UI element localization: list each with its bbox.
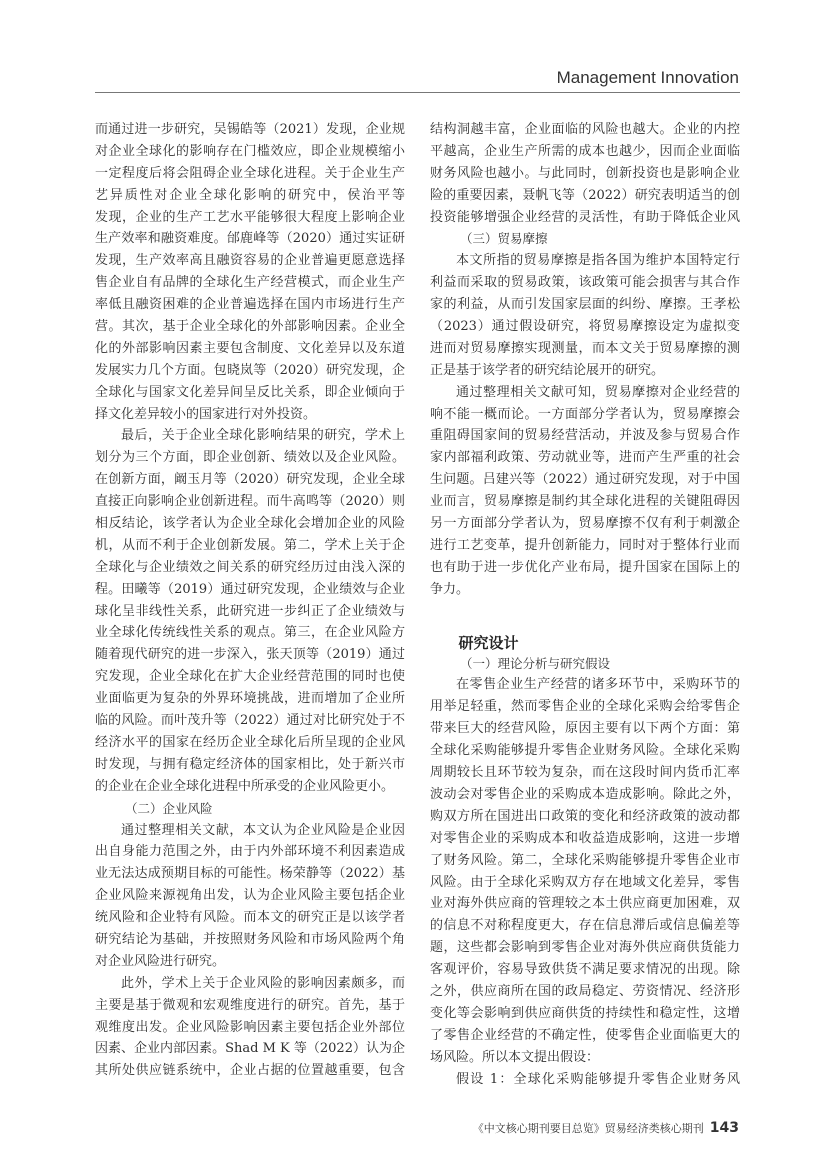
text-line: 研究结论为基础，并按照财务风险和市场风险两个角 [95, 931, 405, 947]
text-line: 进行工艺变革，提升创新能力，同时对于整体行业而 [430, 537, 740, 553]
paragraph [430, 250, 740, 381]
journal-note: 《中文核心期刊要目总览》贸易经济类核心期刊 [472, 1122, 704, 1135]
subsection-heading: （二）企业风险 [125, 800, 213, 816]
text-line: 本文所指的贸易摩擦是指各国为维护本国特定行 [456, 253, 740, 269]
text-line: 周期较长且环节较为复杂，而在这段时间内货币汇率 [430, 765, 740, 781]
text-line: 平越高，企业生产所需的成本也越少，因而企业面临 [430, 143, 740, 159]
text-line: 家内部福利政策、劳动就业等，进而产生严重的社会 [430, 450, 740, 466]
page-number: 143 [709, 1120, 739, 1136]
text-line: 择文化差异较小的国家进行对外投资。 [95, 406, 317, 422]
text-line: 因素、企业内部因素。Shad M K 等（2022）认为企 [95, 1041, 405, 1057]
text-line: 争力。 [430, 581, 470, 597]
text-line: 时发现，与拥有稳定经济体的国家相比，处于新兴市 [95, 756, 405, 772]
text-line: 场风险。所以本文提出假设： [430, 1049, 600, 1065]
text-line: 业面临更为复杂的外界环境挑战，进而增加了企业所 [95, 691, 405, 707]
text-line: 对零售企业的采购成本和收益造成影响，这进一步增 [430, 830, 740, 846]
text-line: 划分为三个方面，即企业创新、绩效以及企业风险。 [95, 450, 405, 466]
left-column [95, 119, 405, 1082]
text-line: 波动会对零售企业的采购成本造成影响。除此之外， [430, 786, 740, 802]
text-line: 客观评价，容易导致供货不满足要求情况的出现。除 [430, 962, 740, 978]
paragraph [95, 973, 405, 1082]
text-line: 对企业全球化的影响存在门槛效应，即企业规模缩小 [95, 143, 405, 159]
text-line: 重阻碍国家间的贸易经营活动，并波及参与贸易合作 [430, 428, 740, 444]
text-line: 临的风险。而叶茂升等（2022）通过对比研究处于不 [95, 713, 405, 729]
text-line: 究发现，企业全球化在扩大企业经营范围的同时也使 [95, 669, 405, 685]
text-line: 对企业风险进行研究。 [95, 953, 226, 969]
paragraph [95, 425, 405, 797]
text-line: 一定程度后将会阻碍企业全球化进程。关于企业生产 [95, 165, 405, 181]
text-line: 结构洞越丰富，企业面临的风险也越大。企业的内控 [430, 122, 740, 137]
text-line: 而通过进一步研究，吴锡皓等（2021）发现，企业规 [95, 122, 405, 137]
text-line: 经济水平的国家在经历企业全球化后所呈现的企业风 [95, 734, 405, 750]
text-line: 观维度出发。企业风险影响因素主要包括企业外部位 [95, 1019, 405, 1035]
text-line: 最后，关于企业全球化影响结果的研究，学术上 [121, 428, 405, 444]
text-line: 家的利益，从而引发国家层面的纠纷、摩擦。王孝松 [430, 297, 740, 313]
text-line: 险的重要因素，聂帆飞等（2022）研究表明适当的创 [430, 187, 740, 203]
text-line: 发现，企业的生产工艺水平能够很大程度上影响企业 [95, 209, 405, 225]
text-line: 用举足轻重，然而零售企业的全球化采购会给零售企 [430, 699, 740, 715]
section-heading: 研究设计 [458, 633, 519, 652]
subsection-heading: （三）贸易摩擦 [460, 231, 548, 247]
text-line: 购双方所在国进出口政策的变化和经济政策的波动都 [430, 808, 740, 824]
text-line: 利益而采取的贸易政策，该政策可能会损害与其合作 [430, 275, 740, 291]
text-line: 的信息不对称程度更大，存在信息滞后或信息偏差等 [430, 918, 740, 934]
text-line: 通过整理相关文献可知，贸易摩擦对企业经营的 [456, 384, 740, 400]
text-line: 在零售企业生产经营的诸多环节中，采购环节的 [456, 677, 740, 693]
text-line: 了财务风险。第二，全球化采购能够提升零售企业市 [430, 852, 740, 868]
text-line: 随着现代研究的进一步深入，张天顶等（2019）通过 [95, 647, 405, 663]
text-line: 财务风险也越小。与此同时，创新投资也是影响企业 [430, 165, 740, 181]
text-line: 投资能够增强企业经营的灵活性，有助于降低企业风 [430, 209, 740, 225]
text-line: 进而对贸易摩擦实现测量，而本文关于贸易摩擦的测 [430, 340, 740, 356]
text-line: 之外，供应商所在国的政局稳定、劳资情况、经济形 [430, 983, 740, 999]
text-line: 全球化采购能够提升零售企业财务风险。全球化采购 [430, 743, 740, 759]
text-line: 响不能一概而论。一方面部分学者认为，贸易摩擦会 [430, 406, 740, 422]
text-line: 化的外部影响因素主要包含制度、文化差异以及东道 [95, 340, 405, 356]
paragraph [430, 382, 740, 601]
text-line: 正是基于该学者的研究结论展开的研究。 [430, 362, 665, 378]
text-line: 题，这些都会影响到零售企业对海外供应商供货能力 [430, 940, 740, 956]
text-line: 业对海外供应商的管理较之本土供应商更加困难，双 [430, 896, 740, 912]
running-title: Management Innovation [556, 68, 739, 87]
page-footer [473, 1120, 739, 1136]
text-line: 风险。由于全球化采购双方存在地域文化差异，零售 [430, 874, 740, 890]
text-line: 机，从而不利于企业创新发展。第二，学术上关于企 [95, 537, 405, 553]
text-line: 另一方面部分学者认为，贸易摩擦不仅有利于刺激企 [430, 516, 740, 532]
right-column [430, 119, 740, 1090]
text-line: 了零售企业经营的不确定性，使零售企业面临更大的 [430, 1027, 740, 1043]
paragraph [430, 1069, 740, 1091]
paragraph [95, 820, 405, 973]
text-line: （2023）通过假设研究，将贸易摩擦设定为虚拟变 [430, 319, 740, 335]
paragraph [95, 119, 405, 425]
text-line: 艺异质性对企业全球化影响的研究中，侯治平等 [95, 187, 405, 203]
text-line: 带来巨大的经营风险，原因主要有以下两个方面：第 [430, 721, 740, 737]
header-rule [95, 92, 740, 93]
text-line: 营。其次，基于企业全球化的外部影响因素。企业全 [95, 319, 405, 335]
text-line: 相反结论，该学者认为企业全球化会增加企业的风险 [95, 516, 405, 532]
text-line: 业全球化传统线性关系的观点。第三，在企业风险方 [95, 625, 405, 641]
paragraph [430, 119, 740, 228]
text-line: 出自身能力范围之外，由于内外部环境不利因素造成 [95, 844, 405, 860]
text-line: 程。田曦等（2019）通过研究发现，企业绩效与企业 [95, 581, 405, 597]
text-line: 通过整理相关文献，本文认为企业风险是企业因 [121, 822, 405, 838]
text-line: 全球化与企业绩效之间关系的研究经历过由浅入深的 [95, 559, 405, 575]
text-line: 变化等会影响到供应商供货的持续性和稳定性，这增 [430, 1005, 740, 1021]
text-line: 企业风险来源视角出发，认为企业风险主要包括企业 [95, 888, 405, 904]
text-line: 业而言，贸易摩擦是制约其全球化进程的关键阻碍因 [430, 494, 740, 510]
text-line: 统风险和企业特有风险。而本文的研究正是以该学者 [95, 910, 405, 926]
text-line: 其所处供应链系统中，企业占据的位置越重要，包含 [95, 1063, 405, 1079]
text-line: 生产效率和融资难度。邰鹿峰等（2020）通过实证研 [95, 231, 405, 247]
text-line: 在创新方面，阚玉月等（2020）研究发现，企业全球 [95, 472, 405, 488]
text-line: 率低且融资困难的企业普遍选择在国内市场进行生产 [95, 297, 405, 313]
text-line: 生问题。吕建兴等（2022）通过研究发现，对于中国 [430, 472, 740, 488]
text-line: 售企业自有品牌的全球化生产经营模式，而企业生产 [95, 275, 405, 291]
text-line: 发展实力几个方面。包晓岚等（2020）研究发现，企 [95, 362, 405, 378]
text-line: 的企业在企业全球化进程中所承受的企业风险更小。 [95, 778, 395, 794]
subsection-heading: （一）理论分析与研究假设 [460, 655, 611, 671]
text-line: 全球化与国家文化差异间呈反比关系，即企业倾向于 [95, 384, 405, 400]
text-line: 业无法达成预期目标的可能性。杨荣静等（2022）基 [95, 866, 405, 882]
text-line: 发现，生产效率高且融资容易的企业普遍更愿意选择 [95, 253, 405, 269]
text-line: 直接正向影响企业创新进程。而牛高鸣等（2020）则 [95, 494, 405, 510]
text-line: 假设 1：全球化采购能够提升零售企业财务风 [456, 1071, 740, 1087]
text-line: 也有助于进一步优化产业布局，提升国家在国际上的 [430, 559, 740, 575]
text-line: 球化呈非线性关系，此研究进一步纠正了企业绩效与 [95, 603, 405, 619]
text-line: 主要是基于微观和宏观维度进行的研究。首先，基于 [95, 997, 405, 1013]
paragraph [430, 674, 740, 1068]
text-line: 此外，学术上关于企业风险的影响因素颇多，而 [121, 975, 405, 991]
